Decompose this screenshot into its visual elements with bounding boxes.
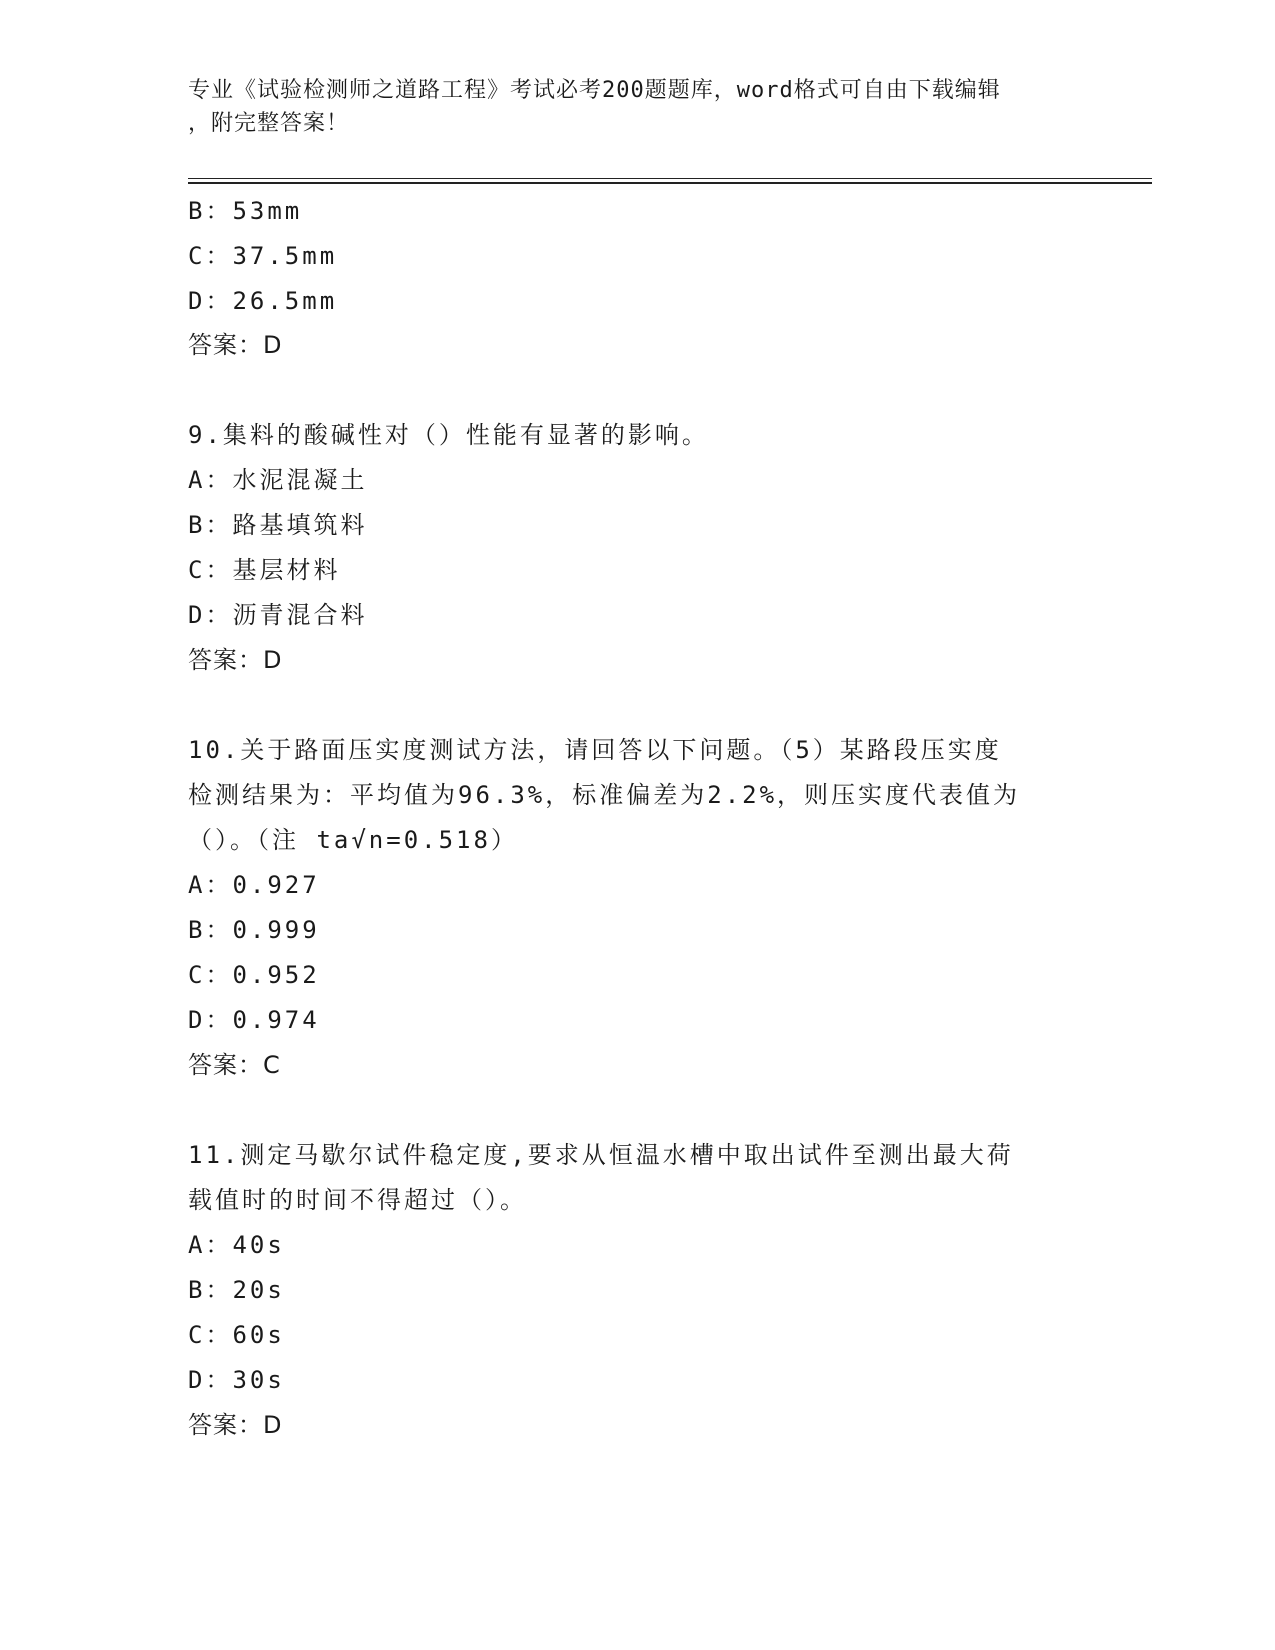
answer-label: 答案：D <box>188 646 283 674</box>
option-b: B：20s <box>188 1276 285 1304</box>
question-stem: 9.集料的酸碱性对（）性能有显著的影响。 <box>188 421 709 449</box>
header-divider-thick <box>188 182 1152 184</box>
option-c: C：37.5mm <box>188 242 338 270</box>
header-divider-thin <box>188 178 1152 179</box>
answer-label: 答案：C <box>188 1051 281 1079</box>
question-stem: 检测结果为：平均值为96.3%，标准偏差为2.2%，则压实度代表值为 <box>188 781 1021 809</box>
option-b: B：53mm <box>188 197 303 225</box>
header-line-2: ，附完整答案！ <box>188 111 350 136</box>
document-header <box>188 74 1068 140</box>
option-c: C：60s <box>188 1321 285 1349</box>
option-c: C：0.952 <box>188 961 320 989</box>
question-stem: 载值时的时间不得超过（）。 <box>188 1186 527 1214</box>
answer-label: 答案：D <box>188 1411 283 1439</box>
option-c: C：基层材料 <box>188 556 341 584</box>
option-b: B：路基填筑料 <box>188 511 368 539</box>
question-stem: 11.测定马歇尔试件稳定度,要求从恒温水槽中取出试件至测出最大荷 <box>188 1141 1014 1169</box>
answer-label: 答案：D <box>188 331 283 359</box>
option-d: D：26.5mm <box>188 287 338 315</box>
option-a: A：0.927 <box>188 871 320 899</box>
option-d: D：沥青混合料 <box>188 601 368 629</box>
option-a: A：40s <box>188 1231 285 1259</box>
question-stem: （）。（注 ta√n=0.518） <box>188 826 518 854</box>
header-line-1: 专业《试验检测师之道路工程》考试必考200题题库，word格式可自由下载编辑 <box>188 78 1001 103</box>
question-stem: 10.关于路面压实度测试方法，请回答以下问题。（5）某路段压实度 <box>188 736 1002 764</box>
option-d: D：30s <box>188 1366 285 1394</box>
option-b: B：0.999 <box>188 916 320 944</box>
option-d: D：0.974 <box>188 1006 320 1034</box>
option-a: A：水泥混凝土 <box>188 466 368 494</box>
